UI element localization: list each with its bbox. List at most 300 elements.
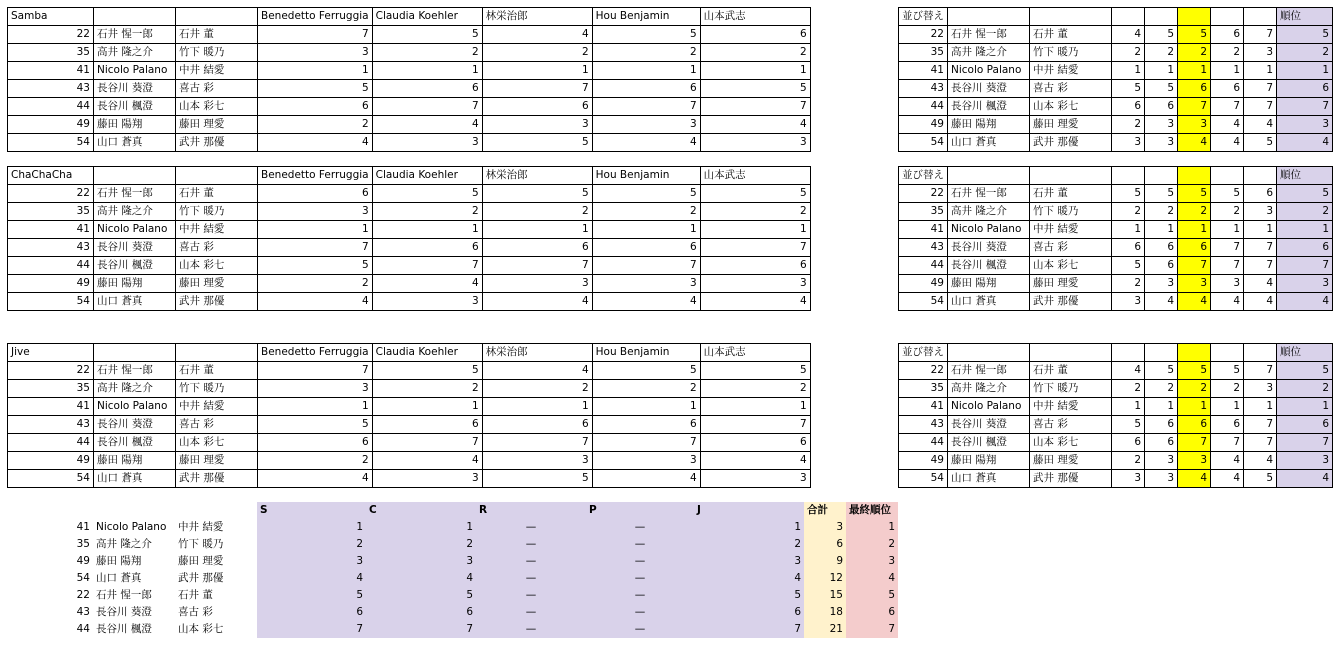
- sorted-mark-cell[interactable]: 5: [1244, 134, 1277, 152]
- leader-name-cell[interactable]: Nicolo Palano: [94, 221, 176, 239]
- judge-mark-cell[interactable]: 1: [700, 221, 810, 239]
- leader-name-cell[interactable]: 高井 隆之介: [94, 203, 176, 221]
- judge-mark-cell[interactable]: 1: [372, 221, 482, 239]
- total-header-cell[interactable]: 合計: [804, 502, 846, 519]
- leader-name-cell[interactable]: 石井 惺一郎: [948, 185, 1030, 203]
- sorted-mark-cell[interactable]: 5: [1112, 416, 1145, 434]
- judge-mark-cell[interactable]: 2: [592, 203, 700, 221]
- sorted-mark-cell[interactable]: 7: [1211, 98, 1244, 116]
- follower-name-cell[interactable]: 中井 結愛: [176, 221, 258, 239]
- empty-cell[interactable]: [176, 167, 258, 185]
- leader-name-cell[interactable]: 藤田 陽翔: [948, 116, 1030, 134]
- follower-name-cell[interactable]: 武井 那優: [178, 572, 224, 584]
- sorted-mark-cell[interactable]: 3: [1145, 116, 1178, 134]
- sort-label-cell[interactable]: 並び替え: [899, 167, 948, 185]
- leader-name-cell[interactable]: 藤田 陽翔: [94, 116, 176, 134]
- judge-header-cell[interactable]: 山本武志: [700, 167, 810, 185]
- judge-mark-cell[interactable]: 2: [372, 44, 482, 62]
- judge-mark-cell[interactable]: 2: [700, 380, 810, 398]
- couple-number-cell[interactable]: 22: [8, 26, 94, 44]
- total-cell[interactable]: 9: [804, 553, 846, 570]
- judge-mark-cell[interactable]: 7: [482, 80, 592, 98]
- empty-cell[interactable]: [948, 344, 1030, 362]
- judge-mark-cell[interactable]: 4: [258, 293, 373, 311]
- pasodoble-rank-cell[interactable]: —: [586, 570, 694, 587]
- sorted-mark-cell[interactable]: 4: [1244, 116, 1277, 134]
- judge-mark-cell[interactable]: 1: [258, 398, 373, 416]
- rumba-rank-cell[interactable]: —: [476, 587, 586, 604]
- follower-name-cell[interactable]: 中井 結愛: [178, 521, 224, 533]
- sorted-mark-cell[interactable]: 1: [1244, 62, 1277, 80]
- final-rank-header-cell[interactable]: 最終順位: [846, 502, 898, 519]
- follower-name-cell[interactable]: 中井 結愛: [1030, 221, 1112, 239]
- samba-rank-cell[interactable]: 1: [257, 519, 366, 536]
- follower-name-cell[interactable]: 藤田 理愛: [1030, 275, 1112, 293]
- jive-rank-cell[interactable]: 3: [694, 553, 804, 570]
- judge-mark-cell[interactable]: 1: [372, 62, 482, 80]
- sorted-mark-cell[interactable]: 2: [1178, 380, 1211, 398]
- sorted-mark-cell[interactable]: 7: [1244, 26, 1277, 44]
- sorted-mark-cell[interactable]: 6: [1112, 239, 1145, 257]
- follower-name-cell[interactable]: 武井 那優: [1030, 134, 1112, 152]
- couple-number-cell[interactable]: 44: [8, 434, 94, 452]
- judge-mark-cell[interactable]: 7: [372, 434, 482, 452]
- empty-cell[interactable]: [948, 167, 1030, 185]
- sorted-mark-cell[interactable]: 6: [1178, 80, 1211, 98]
- follower-name-cell[interactable]: 石井 董: [1030, 185, 1112, 203]
- follower-name-cell[interactable]: 竹下 暖乃: [1030, 380, 1112, 398]
- judge-mark-cell[interactable]: 6: [482, 239, 592, 257]
- leader-name-cell[interactable]: 長谷川 楓澄: [94, 98, 176, 116]
- rank-header-cell[interactable]: 順位: [1277, 167, 1333, 185]
- follower-name-cell[interactable]: 竹下 暖乃: [1030, 203, 1112, 221]
- sorted-mark-cell[interactable]: 4: [1211, 452, 1244, 470]
- judge-mark-cell[interactable]: 3: [482, 116, 592, 134]
- dance-abbrev-header[interactable]: P: [586, 502, 694, 519]
- dance-abbrev-header[interactable]: R: [476, 502, 586, 519]
- couple-number-cell[interactable]: 54: [899, 293, 948, 311]
- couple-number-cell[interactable]: 41: [899, 398, 948, 416]
- follower-name-cell[interactable]: 竹下 暖乃: [176, 44, 258, 62]
- judge-mark-cell[interactable]: 4: [482, 293, 592, 311]
- couple-number-cell[interactable]: 22: [76, 589, 90, 601]
- dance-abbrev-header[interactable]: S: [257, 502, 366, 519]
- judge-mark-cell[interactable]: 1: [258, 62, 373, 80]
- couple-number-cell[interactable]: 41: [76, 521, 90, 533]
- sorted-mark-cell[interactable]: 3: [1145, 470, 1178, 488]
- couple-number-cell[interactable]: 41: [899, 62, 948, 80]
- sorted-mark-cell[interactable]: 2: [1112, 116, 1145, 134]
- sorted-mark-cell[interactable]: 5: [1211, 185, 1244, 203]
- judge-mark-cell[interactable]: 3: [592, 116, 700, 134]
- pasodoble-rank-cell[interactable]: —: [586, 604, 694, 621]
- couple-number-cell[interactable]: 41: [899, 221, 948, 239]
- follower-name-cell[interactable]: 中井 結愛: [1030, 62, 1112, 80]
- sorted-mark-cell[interactable]: 5: [1145, 26, 1178, 44]
- leader-name-cell[interactable]: 山口 蒼真: [948, 134, 1030, 152]
- couple-number-cell[interactable]: 54: [8, 293, 94, 311]
- sorted-mark-cell[interactable]: 1: [1244, 398, 1277, 416]
- judge-mark-cell[interactable]: 4: [700, 293, 810, 311]
- sort-label-cell[interactable]: 並び替え: [899, 8, 948, 26]
- judge-mark-cell[interactable]: 1: [700, 62, 810, 80]
- judge-header-cell[interactable]: Claudia Koehler: [372, 8, 482, 26]
- sorted-mark-cell[interactable]: 2: [1145, 44, 1178, 62]
- sorted-mark-cell[interactable]: 7: [1178, 257, 1211, 275]
- sorted-mark-cell[interactable]: 4: [1211, 116, 1244, 134]
- final-rank-cell[interactable]: 1: [846, 519, 898, 536]
- follower-name-cell[interactable]: 石井 董: [176, 26, 258, 44]
- leader-name-cell[interactable]: 山口 蒼真: [948, 293, 1030, 311]
- judge-mark-cell[interactable]: 7: [700, 239, 810, 257]
- rank-cell[interactable]: 2: [1277, 44, 1333, 62]
- judge-mark-cell[interactable]: 3: [700, 275, 810, 293]
- judge-mark-cell[interactable]: 5: [372, 185, 482, 203]
- pasodoble-rank-cell[interactable]: —: [586, 519, 694, 536]
- couple-number-cell[interactable]: 49: [899, 275, 948, 293]
- judge-mark-cell[interactable]: 5: [372, 26, 482, 44]
- total-cell[interactable]: 12: [804, 570, 846, 587]
- follower-name-cell[interactable]: 喜古 彩: [176, 239, 258, 257]
- judge-mark-cell[interactable]: 7: [258, 26, 373, 44]
- judge-mark-cell[interactable]: 7: [372, 257, 482, 275]
- follower-name-cell[interactable]: 竹下 暖乃: [176, 203, 258, 221]
- sorted-mark-cell[interactable]: 5: [1178, 185, 1211, 203]
- judge-mark-cell[interactable]: 5: [700, 80, 810, 98]
- empty-cell[interactable]: [1145, 8, 1178, 26]
- jive-rank-cell[interactable]: 7: [694, 621, 804, 638]
- leader-name-cell[interactable]: 山口 蒼真: [94, 134, 176, 152]
- judge-mark-cell[interactable]: 2: [482, 44, 592, 62]
- judge-mark-cell[interactable]: 5: [258, 80, 373, 98]
- dance-abbrev-header[interactable]: C: [366, 502, 476, 519]
- couple-number-cell[interactable]: 44: [899, 257, 948, 275]
- dance-name-cell[interactable]: Jive: [8, 344, 94, 362]
- couple-number-cell[interactable]: 22: [899, 362, 948, 380]
- sorted-mark-cell[interactable]: 7: [1211, 257, 1244, 275]
- empty-cell[interactable]: [94, 167, 176, 185]
- sorted-mark-cell[interactable]: 3: [1178, 116, 1211, 134]
- judge-header-cell[interactable]: Claudia Koehler: [372, 167, 482, 185]
- sorted-mark-cell[interactable]: 2: [1178, 44, 1211, 62]
- leader-name-cell[interactable]: 長谷川 葵澄: [94, 239, 176, 257]
- sorted-mark-cell[interactable]: 6: [1145, 239, 1178, 257]
- sorted-mark-cell[interactable]: 4: [1244, 293, 1277, 311]
- judge-mark-cell[interactable]: 1: [482, 62, 592, 80]
- judge-mark-cell[interactable]: 2: [372, 203, 482, 221]
- rank-cell[interactable]: 6: [1277, 80, 1333, 98]
- judge-mark-cell[interactable]: 6: [592, 239, 700, 257]
- couple-number-cell[interactable]: 54: [8, 134, 94, 152]
- couple-number-cell[interactable]: 22: [8, 185, 94, 203]
- rank-cell[interactable]: 4: [1277, 293, 1333, 311]
- couple-number-cell[interactable]: 43: [8, 80, 94, 98]
- rank-cell[interactable]: 1: [1277, 221, 1333, 239]
- rank-cell[interactable]: 3: [1277, 275, 1333, 293]
- chachacha-rank-cell[interactable]: 2: [366, 536, 476, 553]
- follower-name-cell[interactable]: 喜古 彩: [176, 416, 258, 434]
- couple-number-cell[interactable]: 54: [8, 470, 94, 488]
- follower-name-cell[interactable]: 藤田 理愛: [176, 116, 258, 134]
- couple-number-cell[interactable]: 35: [8, 380, 94, 398]
- judge-mark-cell[interactable]: 4: [700, 116, 810, 134]
- leader-name-cell[interactable]: 高井 隆之介: [948, 44, 1030, 62]
- judge-mark-cell[interactable]: 5: [700, 362, 810, 380]
- judge-header-cell[interactable]: 山本武志: [700, 344, 810, 362]
- follower-name-cell[interactable]: 武井 那優: [1030, 470, 1112, 488]
- leader-name-cell[interactable]: 石井 惺一郎: [94, 26, 176, 44]
- judge-mark-cell[interactable]: 6: [258, 434, 373, 452]
- judge-mark-cell[interactable]: 1: [372, 398, 482, 416]
- follower-name-cell[interactable]: 藤田 理愛: [176, 275, 258, 293]
- judge-header-cell[interactable]: Hou Benjamin: [592, 8, 700, 26]
- empty-cell[interactable]: [1244, 344, 1277, 362]
- judge-mark-cell[interactable]: 3: [258, 203, 373, 221]
- couple-number-cell[interactable]: 22: [8, 362, 94, 380]
- leader-name-cell[interactable]: 石井 惺一郎: [948, 362, 1030, 380]
- sorted-mark-cell[interactable]: 4: [1211, 293, 1244, 311]
- follower-name-cell[interactable]: 石井 董: [1030, 362, 1112, 380]
- sorted-mark-cell[interactable]: 6: [1211, 26, 1244, 44]
- couple-number-cell[interactable]: 49: [76, 555, 90, 567]
- sorted-mark-cell[interactable]: 1: [1244, 221, 1277, 239]
- sorted-mark-cell[interactable]: 7: [1244, 80, 1277, 98]
- couple-number-cell[interactable]: 35: [8, 203, 94, 221]
- total-cell[interactable]: 18: [804, 604, 846, 621]
- chachacha-rank-cell[interactable]: 7: [366, 621, 476, 638]
- empty-cell[interactable]: [1030, 8, 1112, 26]
- sorted-mark-cell[interactable]: 4: [1211, 134, 1244, 152]
- follower-name-cell[interactable]: 喜古 彩: [176, 80, 258, 98]
- rank-cell[interactable]: 3: [1277, 452, 1333, 470]
- judge-header-cell[interactable]: 林栄治郎: [482, 344, 592, 362]
- leader-name-cell[interactable]: 石井 惺一郎: [96, 589, 152, 601]
- judge-mark-cell[interactable]: 4: [258, 134, 373, 152]
- rank-cell[interactable]: 4: [1277, 470, 1333, 488]
- leader-name-cell[interactable]: 高井 隆之介: [94, 380, 176, 398]
- rank-cell[interactable]: 1: [1277, 62, 1333, 80]
- sorted-mark-cell[interactable]: 1: [1211, 398, 1244, 416]
- follower-name-cell[interactable]: 喜古 彩: [1030, 416, 1112, 434]
- couple-number-cell[interactable]: 49: [899, 116, 948, 134]
- empty-cell[interactable]: [1178, 167, 1211, 185]
- leader-name-cell[interactable]: 藤田 陽翔: [948, 275, 1030, 293]
- sorted-mark-cell[interactable]: 6: [1178, 416, 1211, 434]
- leader-name-cell[interactable]: 山口 蒼真: [948, 470, 1030, 488]
- rank-cell[interactable]: 2: [1277, 203, 1333, 221]
- sorted-mark-cell[interactable]: 2: [1112, 275, 1145, 293]
- rank-header-cell[interactable]: 順位: [1277, 344, 1333, 362]
- sorted-mark-cell[interactable]: 3: [1244, 380, 1277, 398]
- couple-number-cell[interactable]: 43: [899, 239, 948, 257]
- judge-header-cell[interactable]: 林栄治郎: [482, 167, 592, 185]
- judge-mark-cell[interactable]: 6: [700, 26, 810, 44]
- judge-mark-cell[interactable]: 6: [592, 416, 700, 434]
- judge-header-cell[interactable]: Hou Benjamin: [592, 344, 700, 362]
- couple-number-cell[interactable]: 54: [899, 470, 948, 488]
- rumba-rank-cell[interactable]: —: [476, 570, 586, 587]
- sorted-mark-cell[interactable]: 3: [1244, 203, 1277, 221]
- judge-mark-cell[interactable]: 6: [700, 257, 810, 275]
- sorted-mark-cell[interactable]: 3: [1145, 452, 1178, 470]
- dance-name-cell[interactable]: ChaChaCha: [8, 167, 94, 185]
- follower-name-cell[interactable]: 武井 那優: [176, 470, 258, 488]
- follower-name-cell[interactable]: 竹下 暖乃: [1030, 44, 1112, 62]
- follower-name-cell[interactable]: 武井 那優: [1030, 293, 1112, 311]
- sorted-mark-cell[interactable]: 4: [1178, 293, 1211, 311]
- judge-mark-cell[interactable]: 7: [592, 434, 700, 452]
- judge-mark-cell[interactable]: 2: [258, 116, 373, 134]
- follower-name-cell[interactable]: 中井 結愛: [176, 62, 258, 80]
- sorted-mark-cell[interactable]: 6: [1211, 416, 1244, 434]
- leader-name-cell[interactable]: Nicolo Palano: [96, 521, 167, 533]
- sorted-mark-cell[interactable]: 2: [1112, 452, 1145, 470]
- judge-mark-cell[interactable]: 3: [258, 380, 373, 398]
- total-cell[interactable]: 3: [804, 519, 846, 536]
- sorted-mark-cell[interactable]: 2: [1145, 203, 1178, 221]
- total-cell[interactable]: 15: [804, 587, 846, 604]
- sorted-mark-cell[interactable]: 6: [1112, 434, 1145, 452]
- chachacha-rank-cell[interactable]: 1: [366, 519, 476, 536]
- total-cell[interactable]: 6: [804, 536, 846, 553]
- couple-number-cell[interactable]: 41: [8, 398, 94, 416]
- judge-mark-cell[interactable]: 2: [482, 203, 592, 221]
- empty-cell[interactable]: [94, 344, 176, 362]
- judge-mark-cell[interactable]: 4: [700, 452, 810, 470]
- dance-abbrev-header[interactable]: J: [694, 502, 804, 519]
- judge-mark-cell[interactable]: 7: [592, 98, 700, 116]
- sorted-mark-cell[interactable]: 7: [1244, 239, 1277, 257]
- sorted-mark-cell[interactable]: 4: [1244, 452, 1277, 470]
- leader-name-cell[interactable]: 長谷川 楓澄: [96, 623, 152, 635]
- sorted-mark-cell[interactable]: 1: [1112, 221, 1145, 239]
- rank-cell[interactable]: 5: [1277, 185, 1333, 203]
- sorted-mark-cell[interactable]: 6: [1145, 416, 1178, 434]
- follower-name-cell[interactable]: 山本 彩七: [176, 98, 258, 116]
- judge-mark-cell[interactable]: 4: [372, 275, 482, 293]
- follower-name-cell[interactable]: 石井 董: [1030, 26, 1112, 44]
- sorted-mark-cell[interactable]: 3: [1244, 44, 1277, 62]
- final-rank-cell[interactable]: 5: [846, 587, 898, 604]
- sorted-mark-cell[interactable]: 6: [1244, 185, 1277, 203]
- judge-mark-cell[interactable]: 6: [482, 416, 592, 434]
- judge-mark-cell[interactable]: 7: [700, 98, 810, 116]
- pasodoble-rank-cell[interactable]: —: [586, 553, 694, 570]
- judge-mark-cell[interactable]: 5: [258, 257, 373, 275]
- sorted-mark-cell[interactable]: 2: [1112, 380, 1145, 398]
- judge-mark-cell[interactable]: 2: [592, 380, 700, 398]
- judge-mark-cell[interactable]: 2: [258, 452, 373, 470]
- leader-name-cell[interactable]: 石井 惺一郎: [94, 362, 176, 380]
- sorted-mark-cell[interactable]: 5: [1211, 362, 1244, 380]
- follower-name-cell[interactable]: 山本 彩七: [1030, 98, 1112, 116]
- sorted-mark-cell[interactable]: 3: [1112, 470, 1145, 488]
- leader-name-cell[interactable]: 藤田 陽翔: [96, 555, 142, 567]
- judge-mark-cell[interactable]: 7: [592, 257, 700, 275]
- empty-cell[interactable]: [1030, 344, 1112, 362]
- sorted-mark-cell[interactable]: 4: [1112, 362, 1145, 380]
- follower-name-cell[interactable]: 山本 彩七: [176, 434, 258, 452]
- judge-mark-cell[interactable]: 3: [592, 275, 700, 293]
- judge-mark-cell[interactable]: 4: [482, 26, 592, 44]
- rank-cell[interactable]: 1: [1277, 398, 1333, 416]
- leader-name-cell[interactable]: Nicolo Palano: [948, 398, 1030, 416]
- rank-cell[interactable]: 4: [1277, 134, 1333, 152]
- sorted-mark-cell[interactable]: 6: [1178, 239, 1211, 257]
- judge-mark-cell[interactable]: 4: [592, 134, 700, 152]
- leader-name-cell[interactable]: 長谷川 楓澄: [948, 257, 1030, 275]
- sorted-mark-cell[interactable]: 5: [1244, 470, 1277, 488]
- sorted-mark-cell[interactable]: 4: [1244, 275, 1277, 293]
- empty-cell[interactable]: [1178, 8, 1211, 26]
- judge-mark-cell[interactable]: 6: [372, 416, 482, 434]
- rumba-rank-cell[interactable]: —: [476, 621, 586, 638]
- sorted-mark-cell[interactable]: 5: [1178, 362, 1211, 380]
- samba-rank-cell[interactable]: 4: [257, 570, 366, 587]
- sorted-mark-cell[interactable]: 4: [1178, 470, 1211, 488]
- leader-name-cell[interactable]: 長谷川 楓澄: [94, 434, 176, 452]
- leader-name-cell[interactable]: 山口 蒼真: [94, 470, 176, 488]
- couple-number-cell[interactable]: 44: [76, 623, 90, 635]
- follower-name-cell[interactable]: 山本 彩七: [1030, 434, 1112, 452]
- rank-cell[interactable]: 6: [1277, 416, 1333, 434]
- follower-name-cell[interactable]: 山本 彩七: [178, 623, 224, 635]
- leader-name-cell[interactable]: 長谷川 楓澄: [948, 434, 1030, 452]
- rank-cell[interactable]: 6: [1277, 239, 1333, 257]
- empty-cell[interactable]: [176, 8, 258, 26]
- samba-rank-cell[interactable]: 6: [257, 604, 366, 621]
- couple-number-cell[interactable]: 43: [8, 239, 94, 257]
- leader-name-cell[interactable]: 長谷川 葵澄: [94, 80, 176, 98]
- empty-cell[interactable]: [1112, 167, 1145, 185]
- judge-mark-cell[interactable]: 1: [592, 221, 700, 239]
- sorted-mark-cell[interactable]: 6: [1145, 434, 1178, 452]
- judge-mark-cell[interactable]: 3: [700, 470, 810, 488]
- judge-mark-cell[interactable]: 7: [482, 434, 592, 452]
- sorted-mark-cell[interactable]: 2: [1112, 203, 1145, 221]
- sorted-mark-cell[interactable]: 7: [1178, 98, 1211, 116]
- sorted-mark-cell[interactable]: 7: [1244, 98, 1277, 116]
- couple-number-cell[interactable]: 41: [8, 221, 94, 239]
- rank-cell[interactable]: 7: [1277, 98, 1333, 116]
- judge-mark-cell[interactable]: 2: [700, 44, 810, 62]
- dance-name-cell[interactable]: Samba: [8, 8, 94, 26]
- couple-number-cell[interactable]: 35: [899, 380, 948, 398]
- judge-mark-cell[interactable]: 5: [592, 185, 700, 203]
- leader-name-cell[interactable]: 高井 隆之介: [94, 44, 176, 62]
- chachacha-rank-cell[interactable]: 3: [366, 553, 476, 570]
- sorted-mark-cell[interactable]: 2: [1211, 380, 1244, 398]
- follower-name-cell[interactable]: 喜古 彩: [1030, 239, 1112, 257]
- couple-number-cell[interactable]: 49: [8, 452, 94, 470]
- couple-number-cell[interactable]: 35: [899, 203, 948, 221]
- couple-number-cell[interactable]: 49: [8, 275, 94, 293]
- sorted-mark-cell[interactable]: 1: [1112, 398, 1145, 416]
- sorted-mark-cell[interactable]: 1: [1112, 62, 1145, 80]
- sorted-mark-cell[interactable]: 2: [1211, 203, 1244, 221]
- sorted-mark-cell[interactable]: 2: [1112, 44, 1145, 62]
- rumba-rank-cell[interactable]: —: [476, 604, 586, 621]
- couple-number-cell[interactable]: 49: [899, 452, 948, 470]
- empty-cell[interactable]: [1211, 167, 1244, 185]
- judge-mark-cell[interactable]: 5: [258, 416, 373, 434]
- sorted-mark-cell[interactable]: 5: [1145, 185, 1178, 203]
- final-rank-cell[interactable]: 3: [846, 553, 898, 570]
- follower-name-cell[interactable]: 武井 那優: [176, 293, 258, 311]
- judge-mark-cell[interactable]: 3: [482, 275, 592, 293]
- judge-mark-cell[interactable]: 5: [372, 362, 482, 380]
- judge-mark-cell[interactable]: 5: [482, 470, 592, 488]
